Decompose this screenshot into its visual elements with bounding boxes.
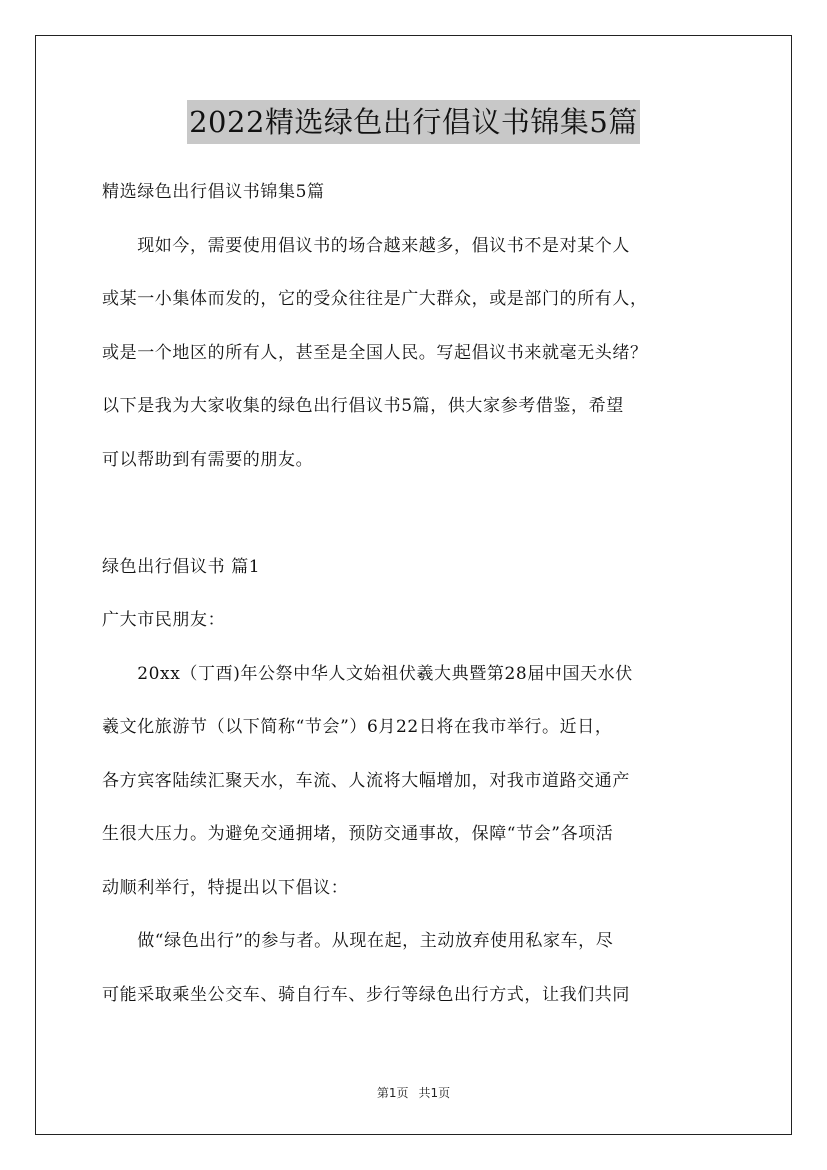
page-number-current: 第1页 (376, 1086, 409, 1100)
body-line: 做“绿色出行”的参与者。从现在起，主动放弃使用私家车，尽 (102, 931, 614, 951)
page-footer (0, 1084, 827, 1101)
blank-line (102, 487, 730, 541)
page-number-total: 共1页 (418, 1086, 451, 1100)
section-heading: 绿色出行倡议书 篇1 (102, 556, 261, 577)
body-line: 生很大压力。为避免交通拥堵，预防交通事故，保障“节会”各项活 (102, 824, 614, 844)
body-line: 羲文化旅游节（以下简称“节会”）6月22日将在我市举行。近日， (102, 717, 613, 737)
subtitle-line: 精选绿色出行倡议书锦集5篇 (102, 182, 325, 202)
document-title: 2022精选绿色出行倡议书锦集5篇 (187, 100, 640, 144)
body-line: 以下是我为大家收集的绿色出行倡议书5篇，供大家参考借鉴，希望 (102, 396, 624, 416)
document-body (102, 166, 730, 1022)
body-line: 可以帮助到有需要的朋友。 (102, 449, 314, 470)
body-line: 可能采取乘坐公交车、骑自行车、步行等绿色出行方式，让我们共同 (102, 984, 630, 1005)
title-wrap (0, 100, 827, 144)
body-line: 20xx（丁酉)年公祭中华人文始祖伏羲大典暨第28届中国天水伏 (102, 663, 633, 684)
body-line: 现如今，需要使用倡议书的场合越来越多，倡议书不是对某个人 (102, 235, 630, 256)
body-line: 或是一个地区的所有人，甚至是全国人民。写起倡议书来就毫无头绪？ (102, 342, 648, 363)
body-line: 动顺利举行，特提出以下倡议： (102, 877, 349, 898)
body-line: 各方宾客陆续汇聚天水，车流、人流将大幅增加，对我市道路交通产 (102, 770, 630, 791)
salutation-line: 广大市民朋友： (102, 610, 226, 630)
body-line: 或某一小集体而发的，它的受众往往是广大群众，或是部门的所有人， (102, 289, 648, 309)
